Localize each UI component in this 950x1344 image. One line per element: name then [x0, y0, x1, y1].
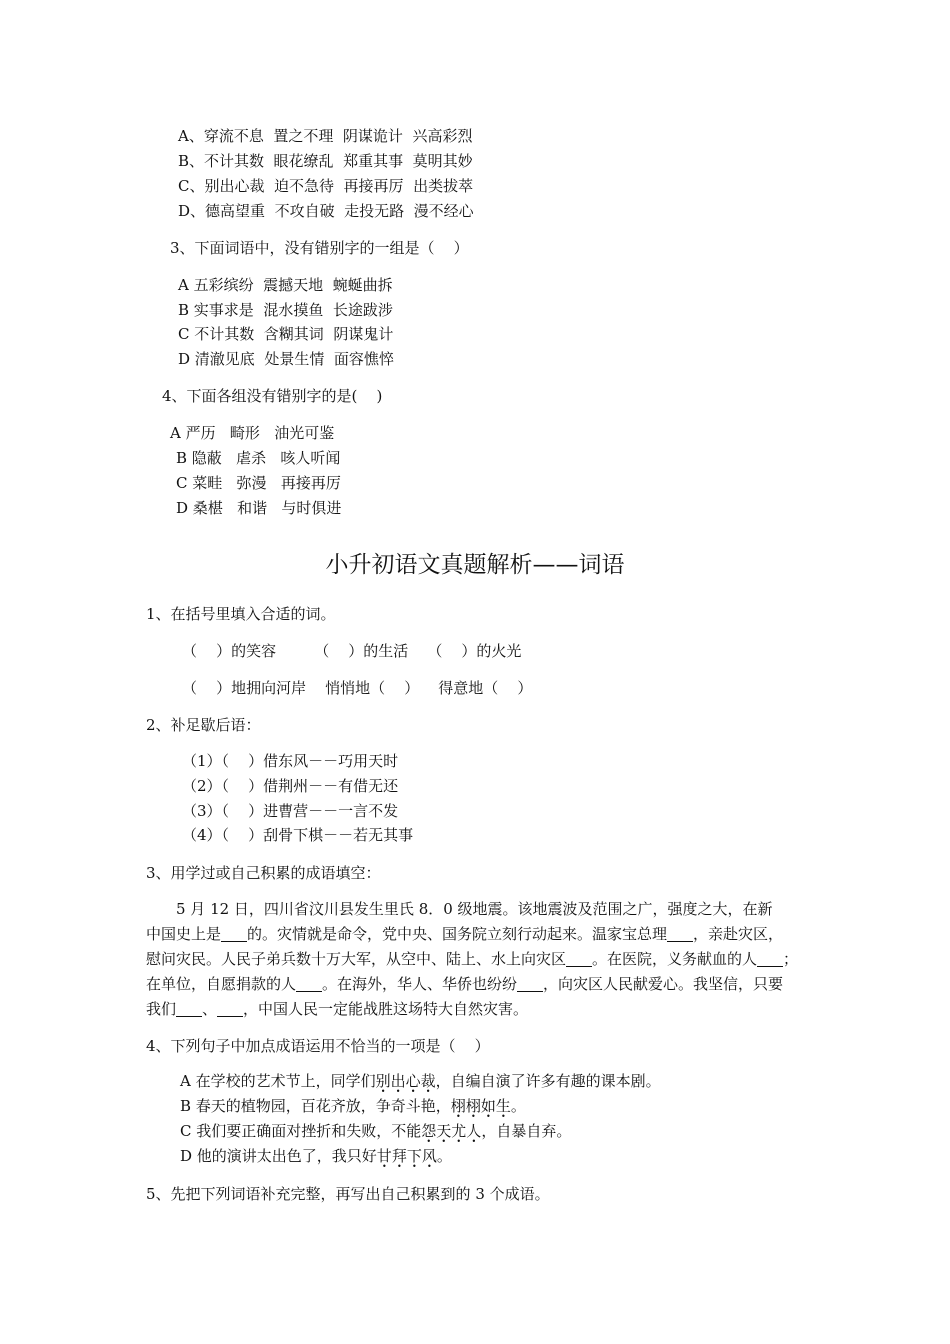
- option-c: C 我们要正确面对挫折和失败，不能怨天尤人，自暴自弃。: [180, 1122, 572, 1140]
- emphasis-char: 裁: [420, 1072, 436, 1090]
- emphasis-char: 尤: [451, 1122, 467, 1140]
- option-a: A 严历 畸形 油光可鉴: [170, 424, 335, 442]
- option-d: D、德高望重 不攻自破 走投无路 漫不经心: [178, 202, 474, 220]
- fill-row: （ ）地拥向河岸 悄悄地（ ） 得意地（ ）: [182, 679, 533, 697]
- passage-line: 5 月 12 日，四川省汶川县发生里氏 8．0 级地震。该地震波及范围之广，强度之大，在新: [176, 900, 773, 918]
- emphasis-char: 甘: [376, 1147, 392, 1165]
- emphasis-char: 栩: [450, 1097, 466, 1115]
- passage-line: 我们 、 ，中国人民一定能战胜这场特大自然灾害。: [146, 1000, 529, 1018]
- dotted-idiom: [376, 1072, 436, 1090]
- question-stem: 4、下面各组没有错别字的是( ): [162, 387, 383, 405]
- option-a: A 五彩缤纷 震撼天地 蜿蜒曲拆: [178, 276, 393, 294]
- answer-blank[interactable]: [566, 950, 592, 967]
- option-c: C 菜畦 弥漫 再接再厉: [176, 474, 341, 492]
- emphasis-char: 下: [406, 1147, 422, 1165]
- emphasis-char: 出: [390, 1072, 406, 1090]
- question-stem: 3、下面词语中，没有错别字的一组是（ ）: [170, 239, 469, 257]
- emphasis-char: 人: [466, 1122, 482, 1140]
- option-c: C 不计其数 含糊其词 阴谋鬼计: [178, 325, 394, 343]
- emphasis-char: 生: [495, 1097, 511, 1115]
- list-item: （2）（ ）借荆州－－有借无还: [182, 777, 399, 795]
- emphasis-char: 怨: [421, 1122, 437, 1140]
- emphasis-char: 风: [421, 1147, 437, 1165]
- option-c: C、别出心裁 迫不急待 再接再厉 出类拔萃: [178, 177, 474, 195]
- list-item: （4）（ ）刮骨下棋－－若无其事: [182, 826, 414, 844]
- answer-blank[interactable]: [221, 925, 247, 942]
- option-b: B 春天的植物园，百花齐放，争奇斗艳，栩栩如生。: [180, 1097, 526, 1115]
- answer-blank[interactable]: [667, 925, 693, 942]
- question-stem: 2、补足歇后语：: [146, 716, 261, 734]
- option-a: A 在学校的艺术节上，同学们别出心裁，自编自演了许多有趣的课本剧。: [180, 1072, 661, 1090]
- dotted-idiom: [377, 1147, 437, 1165]
- answer-blank[interactable]: [296, 975, 322, 992]
- option-a: A、穿流不息 置之不理 阴谋诡计 兴高彩烈: [178, 127, 473, 145]
- emphasis-char: 栩: [465, 1097, 481, 1115]
- answer-blank[interactable]: [176, 1000, 202, 1017]
- option-d: D 清澈见底 处景生情 面容憔悴: [178, 350, 394, 368]
- passage-line: 中国史上是 的。灾情就是命令，党中央、国务院立刻行动起来。温家宝总理 ，亲赴灾区，: [146, 925, 784, 943]
- option-b: B 实事求是 混水摸鱼 长途跋涉: [178, 301, 393, 319]
- dotted-idiom: [451, 1097, 511, 1115]
- answer-blank[interactable]: [217, 1000, 243, 1017]
- list-item: （1）（ ）借东风－－巧用天时: [182, 752, 399, 770]
- answer-blank[interactable]: [517, 975, 543, 992]
- passage-line: 在单位，自愿捐款的人 。在海外，华人、华侨也纷纷 ，向灾区人民献爱心。我坚信，只要: [146, 975, 784, 993]
- passage-line: 慰问灾民。人民子弟兵数十万大军，从空中、陆上、水上向灾区 。在医院，义务献血的人 ；: [146, 950, 799, 968]
- emphasis-char: 别: [375, 1072, 391, 1090]
- question-stem: 3、用学过或自己积累的成语填空：: [146, 864, 381, 882]
- question-stem: 5、先把下列词语补充完整，再写出自己积累到的 3 个成语。: [146, 1185, 550, 1203]
- emphasis-char: 天: [436, 1122, 452, 1140]
- option-d: D 桑椹 和谐 与时俱进: [176, 499, 342, 517]
- option-b: B 隐蔽 虐杀 咳人听闻: [176, 449, 341, 467]
- emphasis-char: 心: [405, 1072, 421, 1090]
- list-item: （3）（ ）进曹营－－一言不发: [182, 802, 399, 820]
- dotted-idiom: [421, 1122, 481, 1140]
- answer-blank[interactable]: [757, 950, 783, 967]
- emphasis-char: 拜: [391, 1147, 407, 1165]
- fill-row: （ ）的笑容 （ ）的生活 （ ）的火光: [182, 642, 522, 660]
- option-d: D 他的演讲太出色了，我只好甘拜下风。: [180, 1147, 452, 1165]
- option-b: B、不计其数 眼花缭乱 郑重其事 莫明其妙: [178, 152, 473, 170]
- question-stem: 4、下列句子中加点成语运用不恰当的一项是（ ）: [146, 1037, 490, 1055]
- question-stem: 1、在括号里填入合适的词。: [146, 605, 336, 623]
- section-title: 小升初语文真题解析——词语: [325, 552, 625, 578]
- emphasis-char: 如: [480, 1097, 496, 1115]
